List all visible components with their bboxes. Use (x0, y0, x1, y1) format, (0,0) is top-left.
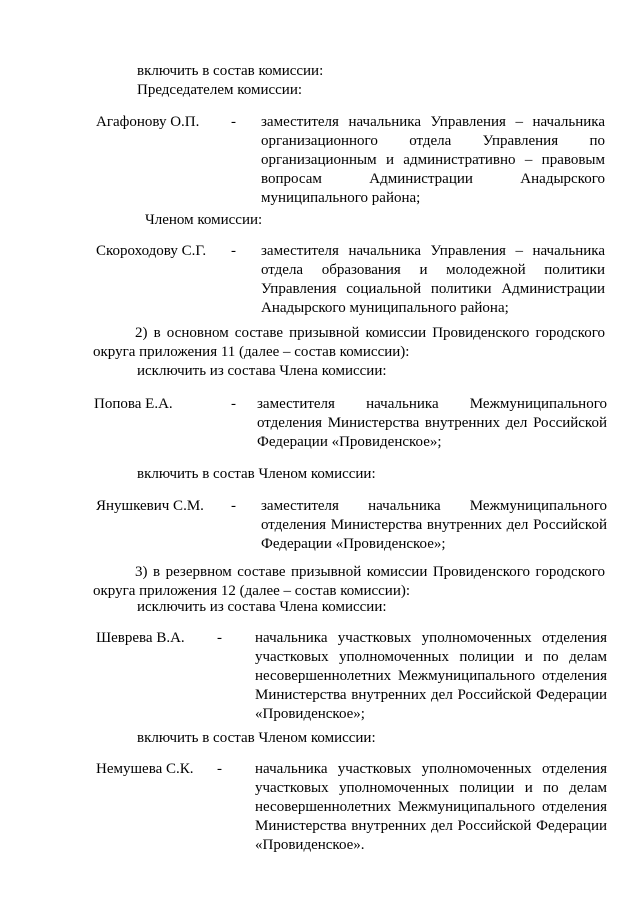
description-line: Федерации «Провиденское»; (261, 536, 446, 552)
chairman-heading: Председателем комиссии: (137, 82, 303, 98)
person-name: Попова Е.А. (94, 396, 173, 412)
exclude-heading: исключить из состава Члена комиссии: (137, 363, 387, 379)
dash: - (231, 498, 236, 514)
position-description (261, 242, 605, 318)
paragraph-2 (93, 324, 605, 362)
description-line: отделения Министерства внутренних дел Российской (257, 415, 607, 431)
person-name: Янушкевич С.М. (96, 498, 204, 514)
description-line: Анадырского муниципального района; (261, 300, 509, 316)
description-line: организационным и административно – правовым (261, 152, 605, 168)
paragraph-line: округа приложения 12 (далее – состав комиссии): (93, 583, 411, 599)
description-line: заместителя начальника Управления – начальника (261, 114, 605, 130)
include-heading: включить в состав Членом комиссии: (137, 730, 376, 746)
position-description (255, 760, 607, 855)
description-line: участковых уполномоченных полиции и по делам (255, 649, 607, 665)
description-line: организационного отдела Управления по (261, 133, 605, 149)
dash: - (217, 630, 222, 646)
dash: - (231, 243, 236, 259)
paragraph-line: 2) в основном составе призывной комиссии Провиденского городского (135, 325, 605, 341)
position-description (261, 497, 607, 554)
person-name: Шеврева В.А. (96, 630, 185, 646)
paragraph-3 (93, 563, 605, 601)
member-heading: Членом комиссии: (145, 212, 263, 228)
position-description (255, 629, 607, 724)
description-line: Министерства внутренних дел Российской Федерации (255, 687, 607, 703)
description-line: «Провиденское»; (255, 706, 365, 722)
description-line: заместителя начальника Управления – начальника (261, 243, 605, 259)
description-line: несовершеннолетних Межмуниципального отделения (255, 668, 607, 684)
position-description (261, 113, 605, 208)
description-line: заместителя начальника Межмуниципального (261, 498, 607, 514)
description-line: «Провиденское». (255, 837, 365, 853)
paragraph-line: округа приложения 11 (далее – состав комиссии): (93, 344, 410, 360)
exclude-heading: исключить из состава Члена комиссии: (137, 599, 387, 615)
person-name: Агафонову О.П. (96, 114, 200, 130)
description-line: начальника участковых уполномоченных отделения (255, 761, 607, 777)
include-heading: включить в состав комиссии: (137, 63, 324, 79)
description-line: Управления социальной политики Администрации (261, 281, 605, 297)
description-line: муниципального района; (261, 190, 421, 206)
description-line: отделения Министерства внутренних дел Российской (261, 517, 607, 533)
position-description (257, 395, 607, 452)
paragraph-line: 3) в резервном составе призывной комиссии Провиденского городского (135, 564, 605, 580)
person-name: Скороходову С.Г. (96, 243, 207, 259)
description-line: отдела образования и молодежной политики (261, 262, 605, 278)
description-line: Министерства внутренних дел Российской Федерации (255, 818, 607, 834)
description-line: заместителя начальника Межмуниципального (257, 396, 607, 412)
dash: - (217, 761, 222, 777)
dash: - (231, 396, 236, 412)
description-line: Федерации «Провиденское»; (257, 434, 442, 450)
description-line: несовершеннолетних Межмуниципального отделения (255, 799, 607, 815)
include-heading: включить в состав Членом комиссии: (137, 466, 376, 482)
person-name: Немушева С.К. (96, 761, 194, 777)
description-line: вопросам Администрации Анадырского (261, 171, 605, 187)
description-line: участковых уполномоченных полиции и по делам (255, 780, 607, 796)
description-line: начальника участковых уполномоченных отделения (255, 630, 607, 646)
dash: - (231, 114, 236, 130)
